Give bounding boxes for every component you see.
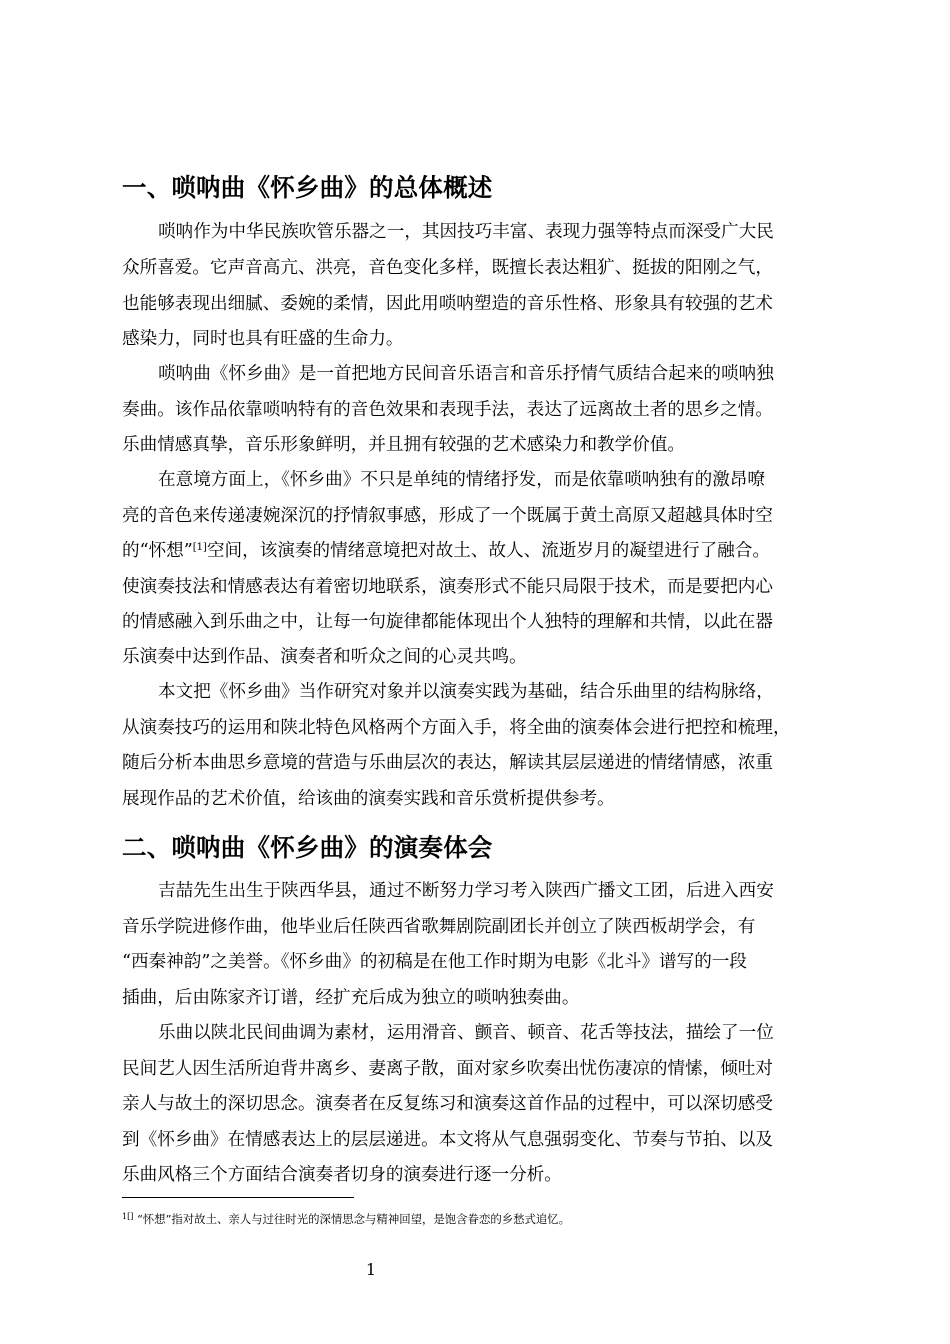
paragraph-line: 众所喜爱。它声音高亢、洪亮，音色变化多样，既擅长表达粗犷、挺拔的阳刚之气，: [122, 258, 773, 278]
paragraph-line: 从演奏技巧的运用和陕北特色风格两个方面入手，将全曲的演奏体会进行把控和梳理，: [122, 718, 791, 738]
footnote-reference[interactable]: [1]: [192, 542, 207, 553]
paragraph-line: 在意境方面上，《怀乡曲》不只是单纯的情绪抒发，而是依靠唢呐独有的激昂嘹: [158, 470, 765, 490]
paragraph-line: “西秦神韵”之美誉。《怀乡曲》的初稿是在他工作时期为电影《北斗》谱写的一段: [122, 952, 747, 972]
paragraph-line: 唢呐作为中华民族吹管乐器之一，其因技巧丰富、表现力强等特点而深受广大民: [158, 222, 774, 242]
footnote-marker: 1: [122, 1212, 128, 1221]
footnote: [122, 1211, 570, 1227]
paragraph-line: 乐曲风格三个方面结合演奏者切身的演奏进行逐一分析。: [122, 1165, 562, 1185]
section-heading-1: 一、唢呐曲《怀乡曲》的总体概述: [122, 173, 493, 202]
section-heading-2: 二、唢呐曲《怀乡曲》的演奏体会: [122, 833, 493, 862]
paragraph-line: 插曲，后由陈家齐订谱，经扩充后成为独立的唢呐独奏曲。: [122, 988, 580, 1008]
paragraph-line: 的“怀想”[1]空间，该演奏的情绪意境把对故土、故人、流逝岁月的凝望进行了融合。: [122, 541, 770, 561]
paragraph-line: 乐曲情感真挚，音乐形象鲜明，并且拥有较强的艺术感染力和教学价值。: [122, 435, 686, 455]
paragraph-line: 乐曲以陕北民间曲调为素材，运用滑音、颤音、顿音、花舌等技法，描绘了一位: [158, 1023, 774, 1043]
paragraph-line: 民间艺人因生活所迫背井离乡、妻离子散，面对家乡吹奏出忧伤凄凉的情愫，倾吐对: [122, 1059, 773, 1079]
paragraph-line: 吉喆先生出生于陕西华县，通过不断努力学习考入陕西广播文工团，后进入西安: [158, 881, 774, 901]
paragraph-line: 使演奏技法和情感表达有着密切地联系，演奏形式不能只局限于技术，而是要把内心: [122, 577, 773, 597]
page-number: 1: [365, 1260, 377, 1279]
paragraph-line: 随后分析本曲思乡意境的营造与乐曲层次的表达，解读其层层递进的情绪情感，浓重: [122, 753, 773, 773]
footnote-separator: [122, 1197, 354, 1198]
paragraph-line: 亲人与故土的深切思念。演奏者在反复练习和演奏这首作品的过程中，可以深切感受: [122, 1094, 773, 1114]
paragraph-line: 亮的音色来传递凄婉深沉的抒情叙事感，形成了一个既属于黄土高原又超越具体时空: [122, 506, 773, 526]
paragraph-line: 到《怀乡曲》在情感表达上的层层递进。本文将从气息强弱变化、节奏与节拍、以及: [122, 1130, 773, 1150]
footnote-text: “怀想”指对故土、亲人与过往时光的深情思念与精神回望，是饱含眷恋的乡愁式追忆。: [136, 1212, 571, 1226]
paragraph-line: 本文把《怀乡曲》当作研究对象并以演奏实践为基础，结合乐曲里的结构脉络，: [158, 682, 774, 702]
paragraph-line: 的情感融入到乐曲之中，让每一句旋律都能体现出个人独特的理解和共情，以此在器: [122, 612, 773, 632]
paragraph-line: 唢呐曲《怀乡曲》是一首把地方民间音乐语言和音乐抒情气质结合起来的唢呐独: [158, 364, 774, 384]
quoted-term: 的“怀想”: [122, 541, 193, 561]
footnote-ref-bracket: []: [127, 1212, 134, 1221]
paragraph-line: 感染力，同时也具有旺盛的生命力。: [122, 329, 404, 349]
paragraph-line: 也能够表现出细腻、委婉的柔情，因此用唢呐塑造的音乐性格、形象具有较强的艺术: [122, 294, 773, 314]
paragraph-line: 乐演奏中达到作品、演奏者和听众之间的心灵共鸣。: [122, 647, 527, 667]
paragraph-line: 展现作品的艺术价值，给该曲的演奏实践和音乐赏析提供参考。: [122, 789, 615, 809]
paragraph-line: 奏曲。该作品依靠唢呐特有的音色效果和表现手法，表达了远离故土者的思乡之情。: [122, 400, 773, 420]
paragraph-line: 音乐学院进修作曲，他毕业后任陕西省歌舞剧院副团长并创立了陕西板胡学会，有: [122, 917, 756, 937]
